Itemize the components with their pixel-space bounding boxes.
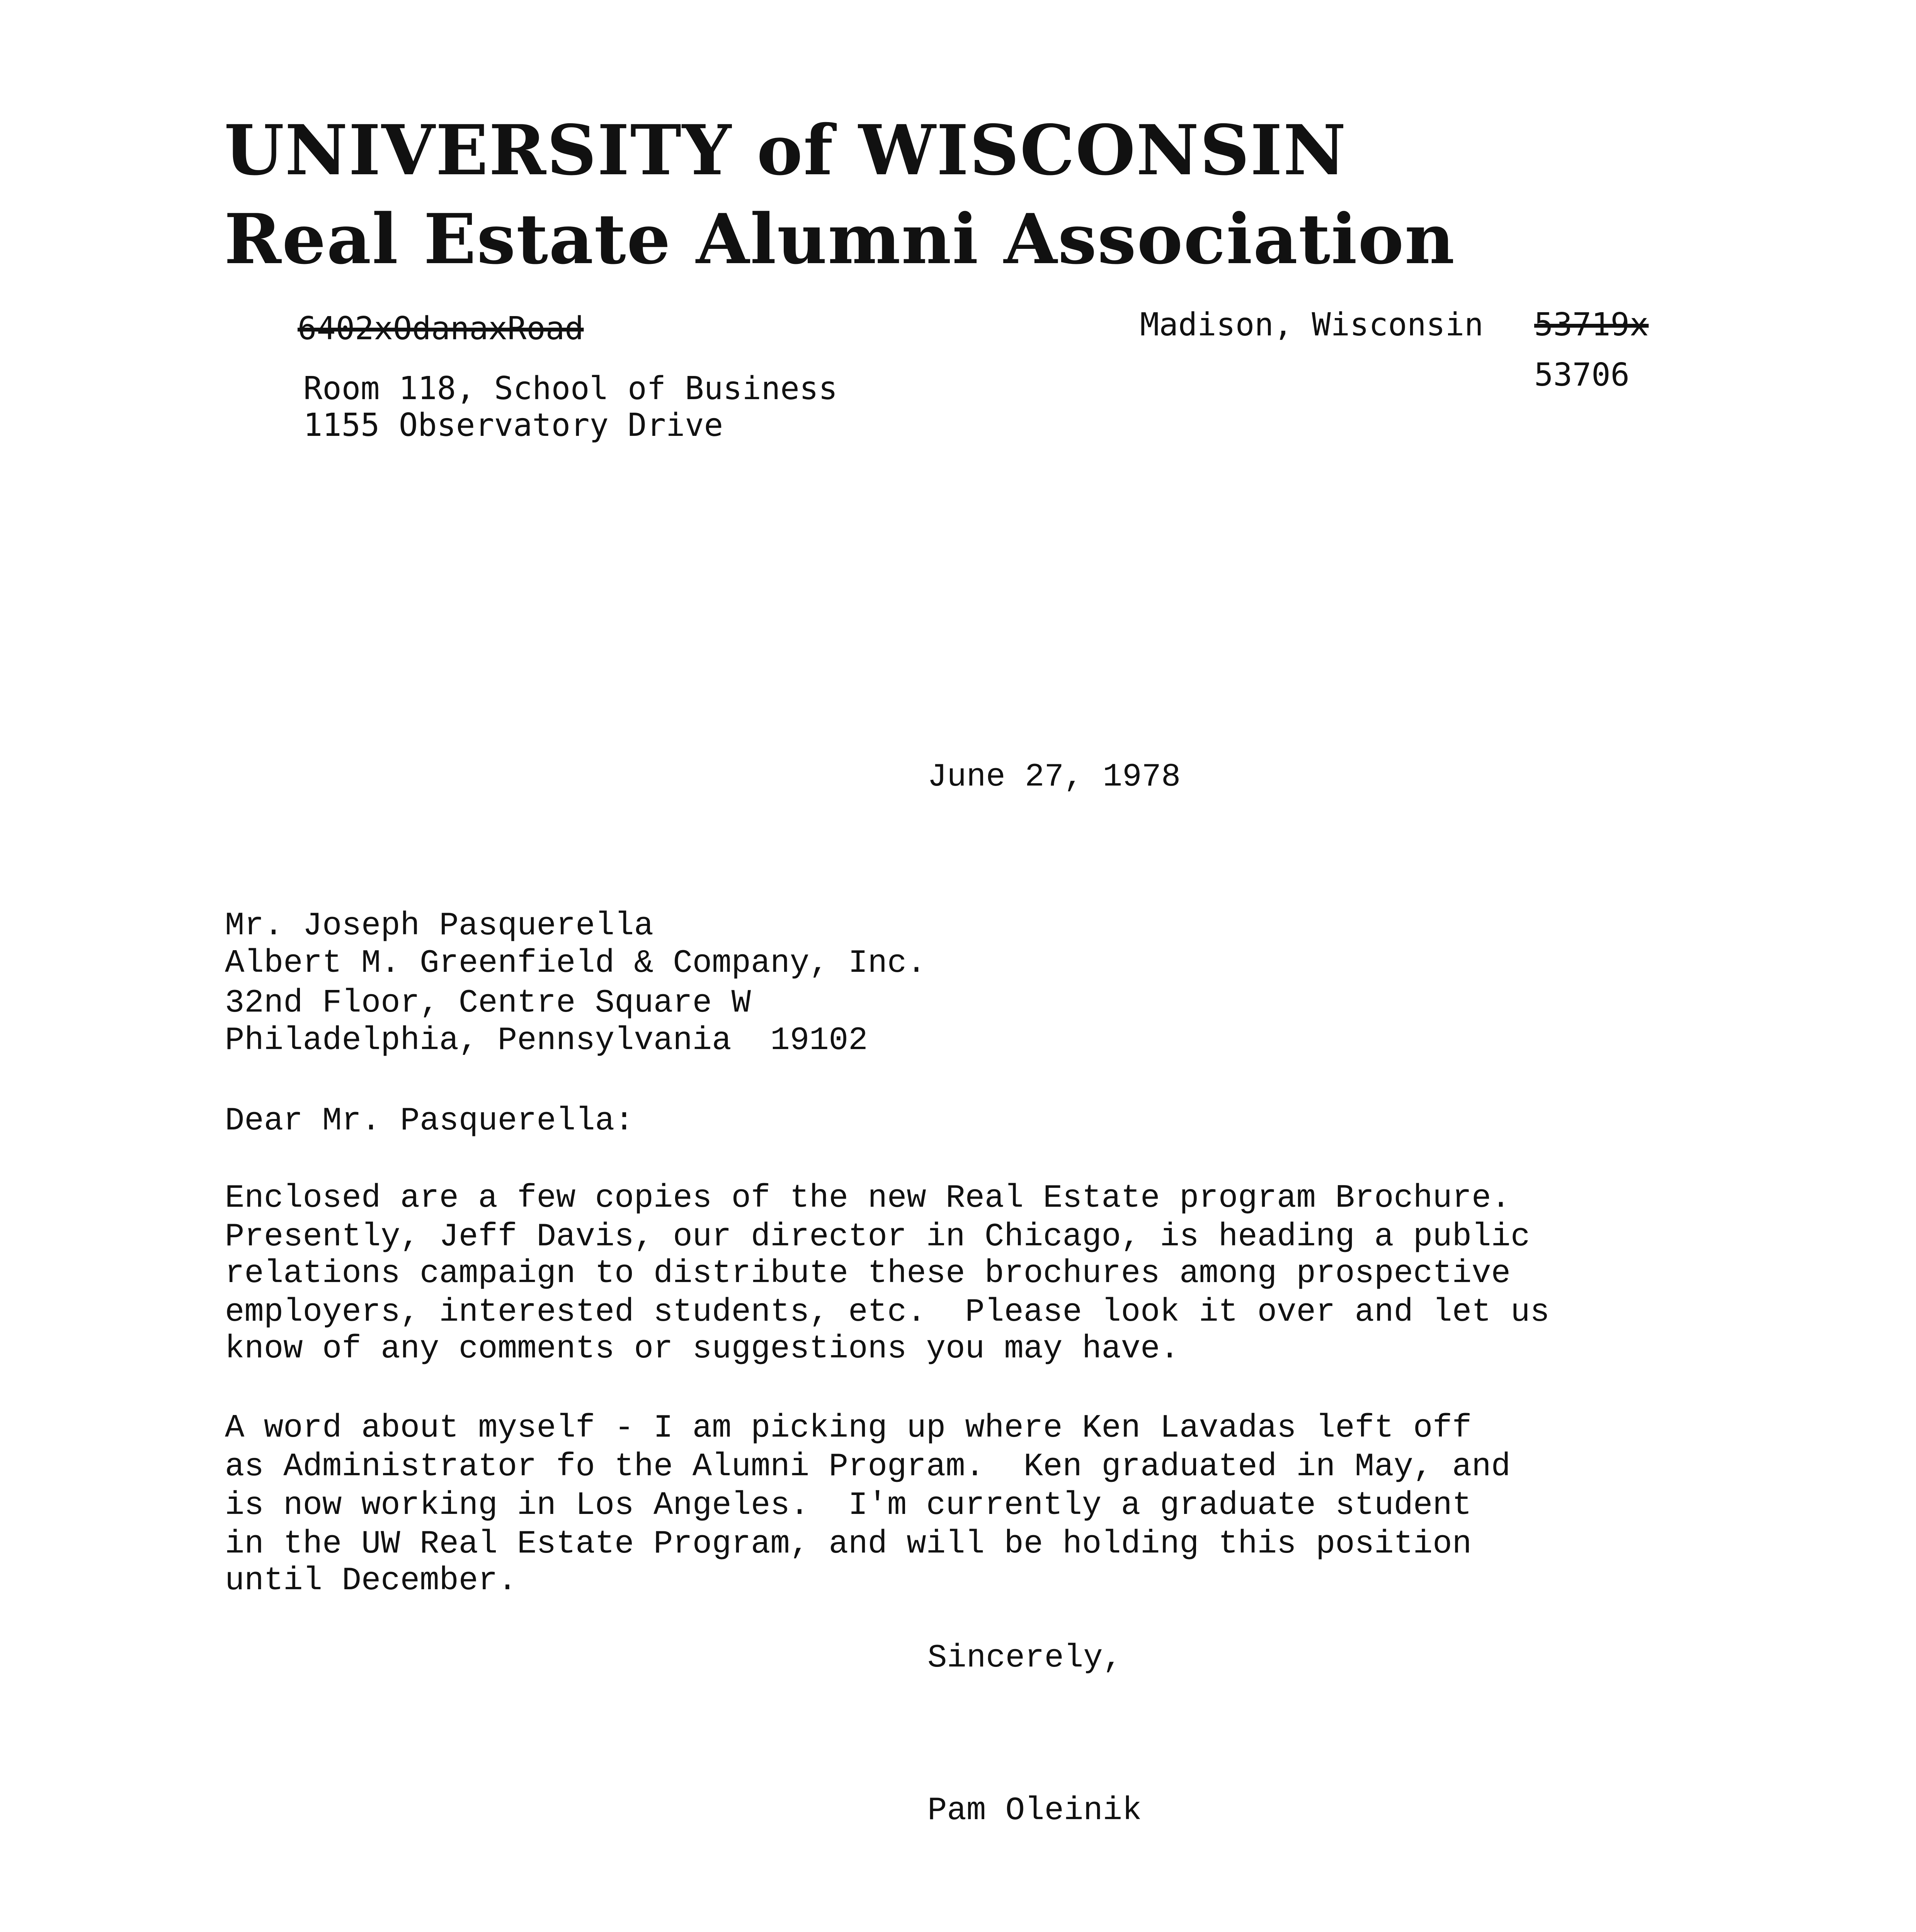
paragraph-line: as Administrator fo the Alumni Program. Ken graduated in May, and (225, 1449, 1511, 1485)
paragraph-line: relations campaign to distribute these brochures among prospective (225, 1255, 1511, 1292)
paragraph-line: in the UW Real Estate Program, and will be holding this position (225, 1526, 1472, 1563)
recipient-company: Albert M. Greenfield & Company, Inc. (225, 945, 926, 982)
letterhead-subtitle: Real Estate Alumni Association (224, 199, 1456, 279)
zip-code: 53706 (1534, 357, 1630, 393)
paragraph-line: is now working in Los Angeles. I'm currently a graduate student (225, 1487, 1472, 1524)
city-state: Madison, Wisconsin (1140, 306, 1484, 343)
paragraph-line: until December. (225, 1563, 517, 1599)
salutation: Dear Mr. Pasquerella: (225, 1103, 634, 1139)
recipient-floor: 32nd Floor, Centre Square W (225, 985, 751, 1022)
letter-date: June 27, 1978 (927, 759, 1181, 796)
old-street-address: 6402xOdanaxRoad (298, 310, 584, 347)
paragraph-line: know of any comments or suggestions you may have. (225, 1331, 1180, 1367)
paragraph-line: A word about myself - I am picking up where Ken Lavadas left off (225, 1410, 1472, 1447)
letterhead-title: UNIVERSITY of WISCONSIN (224, 110, 1347, 190)
signature-name: Pam Oleinik (927, 1793, 1142, 1829)
address-line-street: 1155 Observatory Drive (303, 407, 723, 444)
recipient-city: Philadelphia, Pennsylvania 19102 (225, 1022, 868, 1059)
recipient-name: Mr. Joseph Pasquerella (225, 908, 653, 944)
closing: Sincerely, (927, 1640, 1123, 1677)
old-zip: 53719x (1534, 306, 1649, 343)
paragraph-line: Enclosed are a few copies of the new Real Estate program Brochure. (225, 1180, 1511, 1217)
address-line-room: Room 118, School of Business (303, 370, 838, 407)
paragraph-line: Presently, Jeff Davis, our director in Chicago, is heading a public (225, 1219, 1530, 1255)
paragraph-line: employers, interested students, etc. Please look it over and let us (225, 1294, 1550, 1331)
